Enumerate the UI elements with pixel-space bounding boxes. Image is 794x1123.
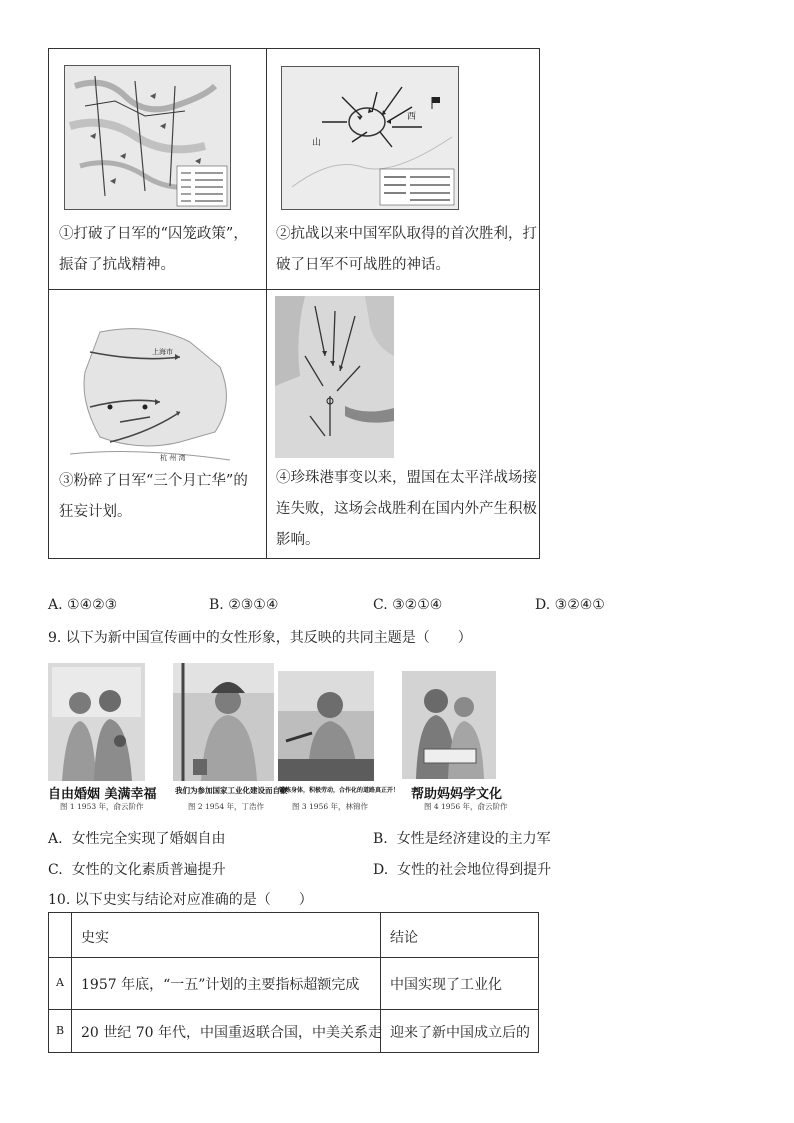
poster-graphic xyxy=(278,671,374,781)
changsha-map xyxy=(275,296,394,458)
q8-event-1-line1: ①打破了日军的“囚笼政策”， xyxy=(59,226,248,242)
q10-table xyxy=(48,912,539,1053)
table-divider xyxy=(71,913,72,1052)
q8-event-2-line2: 破了日军不可战胜的神话。 xyxy=(276,257,450,273)
option-letter: D. xyxy=(373,862,389,878)
q8-event-4-line1: ④珍珠港事变以来，盟国在太平洋战场接 xyxy=(276,470,537,486)
poster-1-title: 自由婚姻 美满幸福 xyxy=(48,787,157,802)
map-label-shan: 山 xyxy=(312,138,322,148)
option-text: 女性的社会地位得到提升 xyxy=(397,862,552,878)
row-b-conclusion: 迎来了新中国成立后的 xyxy=(390,1025,530,1041)
row-b-fact: 20 世纪 70 年代，中国重返联合国，中美关系走 xyxy=(81,1025,382,1041)
map-graphic xyxy=(65,66,230,209)
option-letter: A. xyxy=(48,597,63,613)
poster-4-caption: 图 4 1956 年，俞云阶作 xyxy=(424,802,508,811)
map-graphic xyxy=(60,322,238,464)
row-b-id: B xyxy=(56,1024,65,1037)
option-text: 女性是经济建设的主力军 xyxy=(396,831,551,847)
option-text: ①④②③ xyxy=(67,597,118,613)
q9-option-a[interactable] xyxy=(48,828,225,848)
header-conclusion: 结论 xyxy=(390,930,418,946)
option-letter: C. xyxy=(48,862,63,878)
q8-events-table xyxy=(48,48,540,559)
option-text: 女性完全实现了婚姻自由 xyxy=(71,831,226,847)
poster-2-image xyxy=(173,663,274,781)
hundred-regiments-map xyxy=(64,65,231,210)
poster-2-title: 我们为参加国家工业化建设而自豪 xyxy=(175,786,288,795)
poster-3-image xyxy=(278,671,374,781)
option-text: 女性的文化素质普遍提升 xyxy=(71,862,226,878)
map-graphic xyxy=(275,296,394,458)
poster-1-image xyxy=(48,663,145,781)
header-fact: 史实 xyxy=(81,930,109,946)
option-letter: B. xyxy=(209,597,224,613)
q8-option-d[interactable] xyxy=(535,597,605,613)
map-graphic xyxy=(282,67,458,209)
q8-event-1-line2: 振奋了抗战精神。 xyxy=(59,257,175,273)
table-divider xyxy=(49,957,538,958)
row-a-id: A xyxy=(56,976,64,989)
map-label-shanghai: 上海市 xyxy=(152,348,173,356)
option-letter: A. xyxy=(48,831,63,847)
q9-stem: 9. 以下为新中国宣传画中的女性形象，其反映的共同主题是（ ） xyxy=(48,630,472,646)
map-label-xi: 西 xyxy=(407,112,417,122)
pingxingguan-map xyxy=(281,66,459,210)
table-divider xyxy=(266,49,267,558)
poster-3-title: 锻炼身体，积极劳动，合作化的道路真正开！ xyxy=(279,787,400,794)
q8-event-4-line3: 影响。 xyxy=(276,532,320,548)
poster-4-image xyxy=(402,671,496,779)
option-letter: B. xyxy=(373,831,388,847)
q9-option-b[interactable] xyxy=(373,828,551,848)
row-a-conclusion: 中国实现了工业化 xyxy=(390,977,502,993)
q8-event-3-line1: ③粉碎了日军“三个月亡华”的 xyxy=(59,473,248,489)
option-letter: C. xyxy=(373,597,388,613)
option-text: ③②④① xyxy=(554,597,605,613)
q8-event-3-line2: 狂妄计划。 xyxy=(59,504,132,520)
poster-2-caption: 图 2 1954 年，丁浩作 xyxy=(188,802,265,811)
poster-1-caption: 图 1 1953 年，俞云阶作 xyxy=(60,802,144,811)
q8-option-c[interactable] xyxy=(373,597,442,613)
songhu-map xyxy=(60,322,238,464)
poster-4-title: 帮助妈妈学文化 xyxy=(411,787,503,802)
q8-event-4-line2: 连失败，这场会战胜利在国内外产生积极 xyxy=(276,501,537,517)
map-label-hangzhou-bay: 杭 州 湾 xyxy=(160,454,186,462)
option-text: ②③①④ xyxy=(228,597,279,613)
poster-graphic xyxy=(173,663,274,781)
table-divider xyxy=(49,289,539,290)
q8-event-2-line1: ②抗战以来中国军队取得的首次胜利，打 xyxy=(276,226,537,242)
row-a-fact: 1957 年底，“一五”计划的主要指标超额完成 xyxy=(81,977,360,993)
option-text: ③②①④ xyxy=(392,597,443,613)
poster-3-caption: 图 3 1956 年，林锦作 xyxy=(292,802,369,811)
q9-option-c[interactable] xyxy=(48,859,226,879)
q8-option-b[interactable] xyxy=(209,597,278,613)
poster-graphic xyxy=(48,663,145,781)
table-divider xyxy=(49,1009,538,1010)
q10-stem: 10. 以下史实与结论对应准确的是（ ） xyxy=(48,892,313,908)
option-letter: D. xyxy=(535,597,551,613)
q8-option-a[interactable] xyxy=(48,597,117,613)
q9-option-d[interactable] xyxy=(373,859,551,879)
poster-graphic xyxy=(402,671,496,779)
